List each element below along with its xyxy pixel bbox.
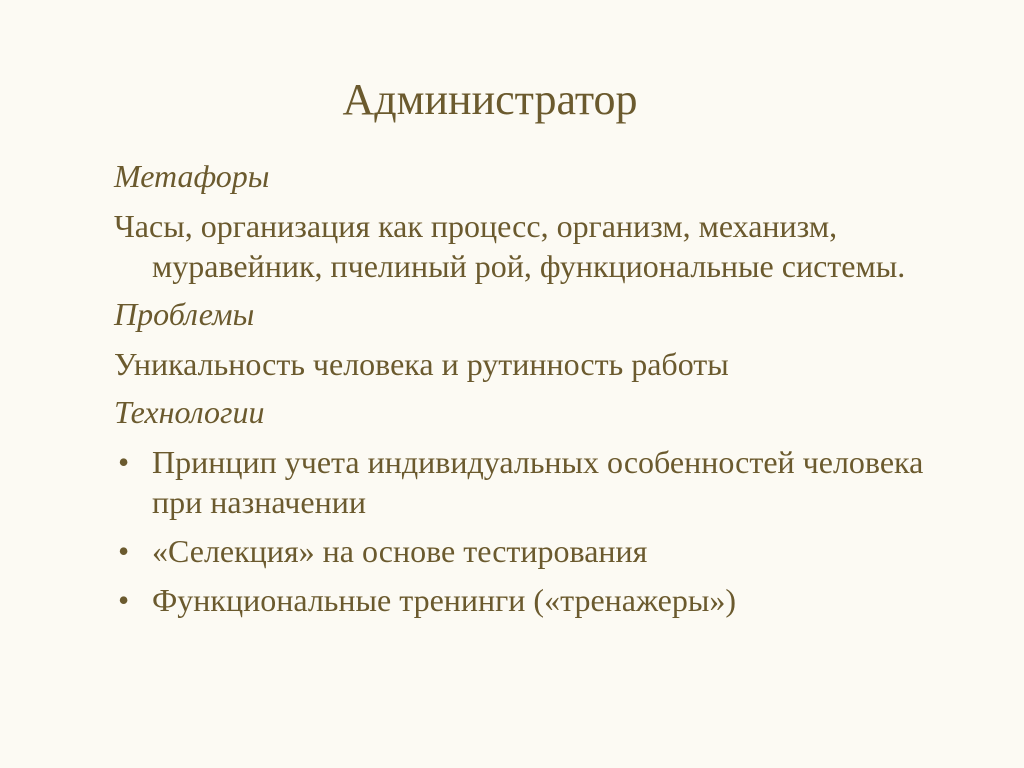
- list-item-text: «Селекция» на основе тестирования: [152, 533, 648, 569]
- list-item: [114, 442, 934, 522]
- list-item: [114, 580, 934, 620]
- technologies-list: [114, 442, 934, 620]
- slide-content: [114, 156, 934, 629]
- list-item: [114, 531, 934, 571]
- list-item-text: Принцип учета индивидуальных особенностей человека при назначении: [152, 444, 924, 520]
- bullet-icon: •: [118, 533, 130, 569]
- section-heading-metaphors: Метафоры: [114, 158, 270, 194]
- metaphors-text: Часы, организация как процесс, организм, механизм, муравейник, пчелиный рой, функциональные системы.: [114, 208, 906, 284]
- bullet-icon: •: [118, 582, 130, 618]
- slide-title: Администратор: [342, 75, 638, 124]
- bullet-icon: •: [118, 444, 130, 480]
- list-item-text: Функциональные тренинги («тренажеры»): [152, 582, 737, 618]
- section-heading-technologies: Технологии: [114, 394, 265, 430]
- section-heading-problems: Проблемы: [114, 296, 255, 332]
- problems-text: Уникальность человека и рутинность работы: [114, 346, 729, 382]
